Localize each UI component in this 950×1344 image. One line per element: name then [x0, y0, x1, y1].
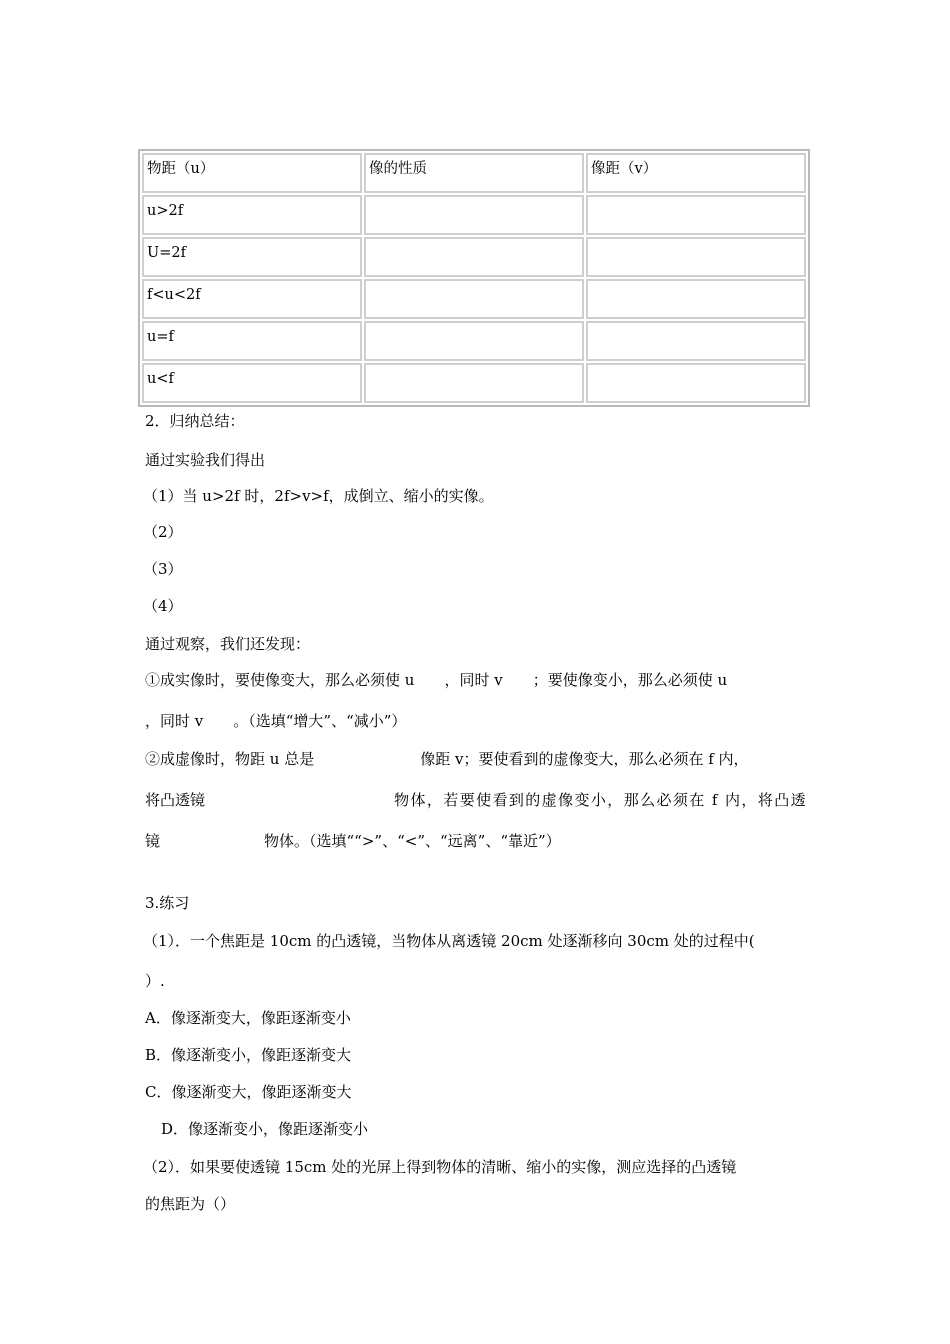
summary-intro: 通过实验我们得出 — [145, 451, 266, 469]
table-cell: u<f — [142, 363, 362, 403]
question-2-text: （2）．如果要使透镜 15cm 处的光屏上得到物体的清晰、缩小的实像，测应选择的凸透镜 — [143, 1158, 737, 1176]
table-cell — [364, 279, 584, 319]
question-1-option-b: B．像逐渐变小，像距逐渐变大 — [145, 1046, 352, 1064]
table-header-cell: 像距（v） — [586, 153, 806, 193]
real-image-text-b: ，同时 v — [444, 671, 503, 689]
table-cell: u>2f — [142, 195, 362, 235]
virtual-image-text-b: 像距 v；要使看到的虚像变大，那么必须在 f 内， — [420, 750, 749, 768]
table-cell — [364, 363, 584, 403]
virtual-image-line-3 — [145, 830, 561, 851]
table-cell: U=2f — [142, 237, 362, 277]
table-row — [142, 195, 806, 235]
table-row — [142, 279, 806, 319]
summary-item-2: （2） — [143, 523, 183, 541]
virtual-image-text-c: 将凸透镜 — [145, 791, 206, 809]
table-row — [142, 321, 806, 361]
table-cell — [586, 279, 806, 319]
question-1-text-cont: ）. — [145, 972, 165, 990]
practice-heading: 3.练习 — [145, 894, 190, 912]
table-row — [142, 237, 806, 277]
question-2-text-cont: 的焦距为（） — [145, 1195, 236, 1213]
real-image-line-2 — [145, 710, 406, 731]
real-image-text-c: ；要使像变小，那么必须使 u — [532, 671, 728, 689]
table-cell: u=f — [142, 321, 362, 361]
question-1-option-d: D．像逐渐变小，像距逐渐变小 — [161, 1120, 369, 1138]
table-header-row — [142, 153, 806, 193]
virtual-image-line-1 — [145, 748, 749, 769]
summary-item-3: （3） — [143, 560, 183, 578]
summary-item-4: （4） — [143, 597, 183, 615]
table-header-cell: 物距（u） — [142, 153, 362, 193]
table-header-cell: 像的性质 — [364, 153, 584, 193]
lens-imaging-table — [138, 149, 810, 407]
virtual-image-text-e: 镜 — [145, 832, 161, 850]
table-row — [142, 363, 806, 403]
table-cell — [364, 195, 584, 235]
summary-item-1: （1）当 u>2f 时，2f>v>f，成倒立、缩小的实像。 — [143, 487, 494, 505]
virtual-image-line-2 — [145, 789, 807, 810]
summary-heading: 2．归纳总结： — [145, 412, 245, 430]
real-image-text-a: ①成实像时，要使像变大，那么必须使 u — [145, 671, 415, 689]
question-1-text: （1）．一个焦距是 10cm 的凸透镜，当物体从离透镜 20cm 处逐渐移向 30cm 处的过程中( — [143, 932, 755, 950]
observe-text: 通过观察，我们还发现： — [145, 635, 311, 653]
virtual-image-text-a: ②成虚像时，物距 u 总是 — [145, 750, 315, 768]
virtual-image-text-d: 物体，若要使看到的虚像变小，那么必须在 f 内，将凸透 — [394, 791, 807, 809]
table-cell — [586, 363, 806, 403]
question-1-option-a: A．像逐渐变大，像距逐渐变小 — [145, 1009, 351, 1027]
table-cell — [364, 321, 584, 361]
table-cell — [586, 195, 806, 235]
table-cell: f<u<2f — [142, 279, 362, 319]
virtual-image-text-f: 物体。（选填““>”、“<”、“远离”、“靠近”） — [264, 832, 561, 850]
table-cell — [586, 321, 806, 361]
question-1-option-c: C．像逐渐变大，像距逐渐变大 — [145, 1083, 352, 1101]
real-image-line-1 — [145, 669, 727, 690]
table-cell — [586, 237, 806, 277]
table-cell — [364, 237, 584, 277]
real-image-text-e: 。（选填“增大”、“减小”） — [233, 712, 407, 730]
real-image-text-d: ，同时 v — [145, 712, 204, 730]
